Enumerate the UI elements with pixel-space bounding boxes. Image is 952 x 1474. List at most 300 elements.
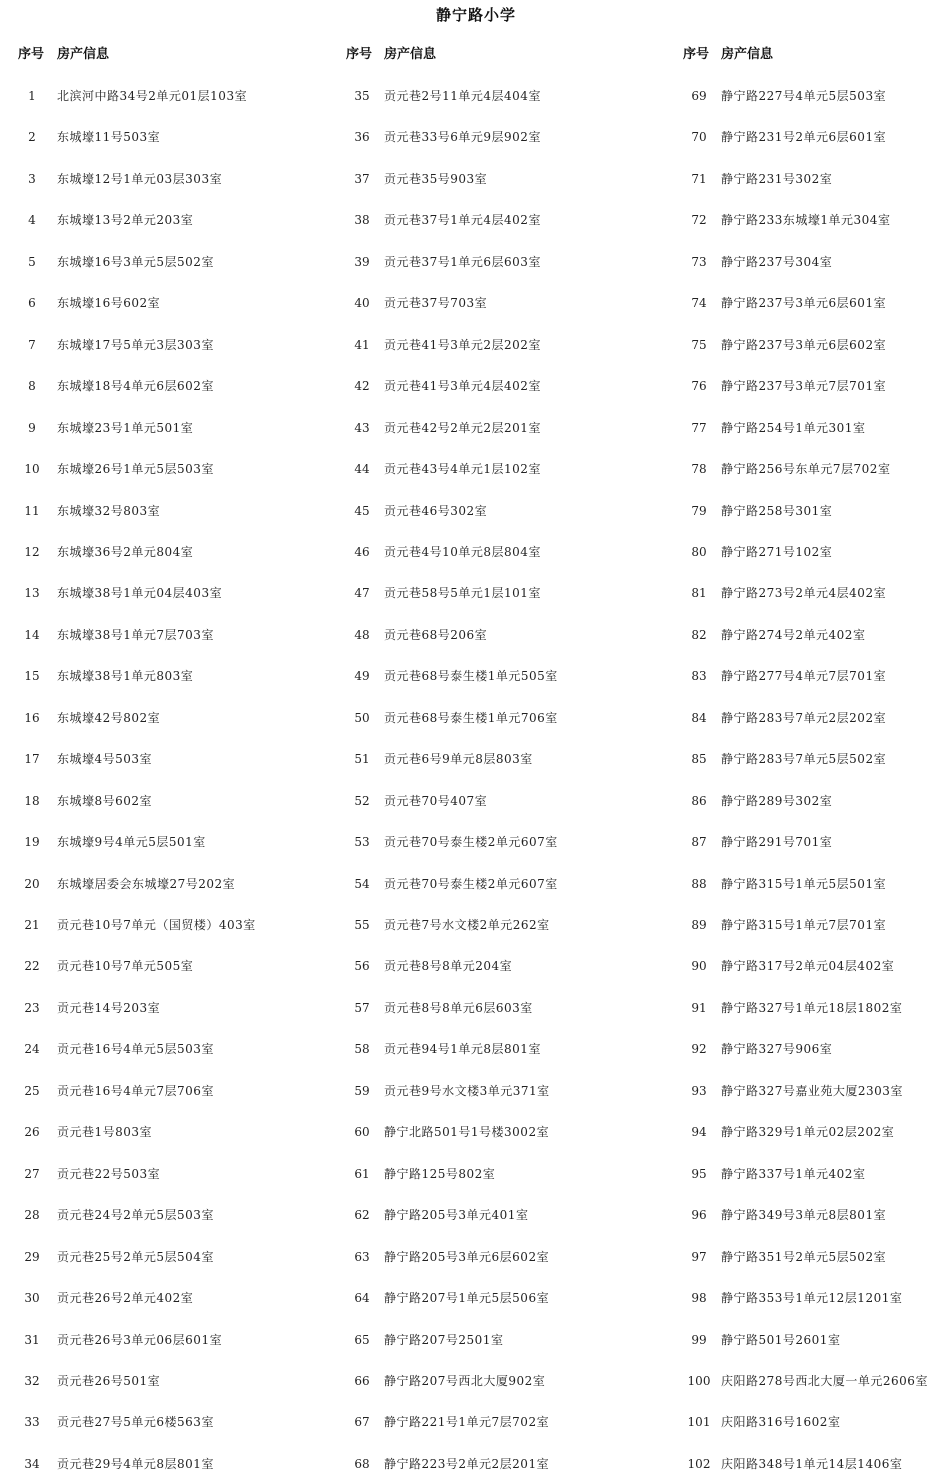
table-row bbox=[0, 832, 300, 852]
row-property-info: 贡元巷14号203室 bbox=[57, 1000, 161, 1015]
row-property-info: 东城壕18号4单元6层602室 bbox=[57, 379, 214, 394]
table-row bbox=[667, 749, 952, 769]
table-header bbox=[330, 40, 630, 70]
table-row bbox=[0, 1247, 300, 1267]
table-row bbox=[667, 542, 952, 562]
table-row bbox=[0, 335, 300, 355]
table-row bbox=[667, 335, 952, 355]
row-number: 18 bbox=[24, 793, 40, 808]
table-row bbox=[330, 583, 630, 603]
table-row bbox=[330, 1247, 630, 1267]
row-number: 88 bbox=[691, 876, 707, 891]
table-row bbox=[330, 169, 630, 189]
row-number: 61 bbox=[354, 1166, 370, 1181]
table-row bbox=[0, 169, 300, 189]
table-row bbox=[667, 1122, 952, 1142]
row-property-info: 贡元巷41号3单元2层202室 bbox=[384, 337, 541, 352]
table-row bbox=[330, 1412, 630, 1432]
table-row bbox=[0, 86, 300, 106]
row-property-info: 贡元巷29号4单元8层801室 bbox=[57, 1456, 214, 1471]
table-row bbox=[330, 1454, 630, 1474]
row-property-info: 静宁路273号2单元4层402室 bbox=[721, 586, 887, 601]
column-1 bbox=[0, 40, 300, 1471]
row-property-info: 静宁路207号1单元5层506室 bbox=[384, 1291, 550, 1306]
row-property-info: 贡元巷8号8单元204室 bbox=[384, 959, 513, 974]
row-number: 75 bbox=[691, 337, 707, 352]
row-property-info: 贡元巷37号703室 bbox=[384, 296, 488, 311]
row-property-info: 静宁路258号301室 bbox=[721, 503, 833, 518]
table-row bbox=[667, 376, 952, 396]
row-property-info: 贡元巷27号5单元6楼563室 bbox=[57, 1415, 214, 1430]
table-row bbox=[0, 791, 300, 811]
row-number: 85 bbox=[691, 752, 707, 767]
row-number: 94 bbox=[691, 1125, 707, 1140]
row-number: 48 bbox=[354, 627, 370, 642]
table-row bbox=[0, 666, 300, 686]
table-row bbox=[0, 1454, 300, 1474]
table-row bbox=[0, 376, 300, 396]
row-property-info: 东城壕居委会东城壕27号202室 bbox=[57, 876, 236, 891]
row-property-info: 静宁路353号1单元12层1201室 bbox=[721, 1291, 903, 1306]
table-row bbox=[667, 956, 952, 976]
row-number: 67 bbox=[354, 1415, 370, 1430]
table-row bbox=[0, 915, 300, 935]
row-property-info: 贡元巷33号6单元9层902室 bbox=[384, 130, 541, 145]
table-row bbox=[667, 1454, 952, 1474]
row-property-info: 静宁路337号1单元402室 bbox=[721, 1166, 866, 1181]
row-property-info: 贡元巷37号1单元6层603室 bbox=[384, 254, 541, 269]
row-number: 14 bbox=[24, 627, 40, 642]
row-number: 1 bbox=[28, 89, 36, 103]
row-property-info: 静宁路289号302室 bbox=[721, 793, 833, 808]
table-row bbox=[667, 915, 952, 935]
row-property-info: 静宁路315号1单元5层501室 bbox=[721, 876, 887, 891]
row-number: 54 bbox=[354, 876, 370, 891]
table-row bbox=[0, 127, 300, 147]
row-property-info: 贡元巷70号泰生楼2单元607室 bbox=[384, 835, 558, 850]
row-property-info: 贡元巷10号7单元505室 bbox=[57, 959, 194, 974]
row-number: 98 bbox=[691, 1291, 707, 1306]
row-number: 5 bbox=[28, 254, 36, 269]
row-number: 30 bbox=[24, 1291, 40, 1306]
table-row bbox=[667, 459, 952, 479]
row-number: 69 bbox=[691, 89, 707, 103]
table-row bbox=[667, 998, 952, 1018]
row-property-info: 静宁路291号701室 bbox=[721, 835, 833, 850]
table-row bbox=[330, 998, 630, 1018]
row-property-info: 贡元巷22号503室 bbox=[57, 1166, 161, 1181]
row-number: 93 bbox=[691, 1083, 707, 1098]
table-row bbox=[667, 1247, 952, 1267]
row-property-info: 静宁路256号东单元7层702室 bbox=[721, 462, 891, 477]
row-property-info: 静宁路221号1单元7层702室 bbox=[384, 1415, 550, 1430]
table-row bbox=[667, 418, 952, 438]
row-property-info: 东城壕38号1单元803室 bbox=[57, 669, 194, 684]
header-info: 房产信息 bbox=[57, 47, 110, 62]
row-property-info: 贡元巷1号803室 bbox=[57, 1125, 153, 1140]
header-number: 序号 bbox=[683, 47, 710, 62]
table-row bbox=[330, 956, 630, 976]
row-number: 27 bbox=[24, 1166, 40, 1181]
table-row bbox=[330, 708, 630, 728]
row-number: 44 bbox=[354, 462, 370, 477]
table-row bbox=[0, 293, 300, 313]
table-row bbox=[667, 293, 952, 313]
row-property-info: 东城壕23号1单元501室 bbox=[57, 420, 194, 435]
row-number: 6 bbox=[28, 296, 36, 311]
table-row bbox=[0, 1412, 300, 1432]
row-number: 34 bbox=[24, 1456, 40, 1471]
row-number: 13 bbox=[24, 586, 40, 601]
row-number: 16 bbox=[24, 710, 40, 725]
table-row bbox=[330, 915, 630, 935]
row-number: 46 bbox=[354, 544, 370, 559]
row-number: 65 bbox=[354, 1332, 370, 1347]
row-property-info: 静宁路277号4单元7层701室 bbox=[721, 669, 887, 684]
row-number: 29 bbox=[24, 1249, 40, 1264]
row-number: 79 bbox=[691, 503, 707, 518]
table-row bbox=[0, 956, 300, 976]
row-property-info: 贡元巷10号7单元（国贸楼）403室 bbox=[57, 918, 256, 932]
row-number: 45 bbox=[354, 503, 370, 518]
table-row bbox=[330, 335, 630, 355]
row-property-info: 静宁路254号1单元301室 bbox=[721, 420, 866, 435]
row-number: 40 bbox=[354, 296, 370, 311]
row-number: 70 bbox=[691, 130, 707, 145]
row-number: 82 bbox=[691, 627, 707, 642]
row-property-info: 东城壕36号2单元804室 bbox=[57, 544, 194, 559]
row-property-info: 东城壕42号802室 bbox=[57, 710, 161, 725]
row-number: 37 bbox=[354, 171, 370, 186]
row-property-info: 东城壕12号1单元03层303室 bbox=[57, 171, 223, 186]
table-header bbox=[667, 40, 952, 70]
row-number: 72 bbox=[691, 213, 707, 228]
table-row bbox=[0, 1371, 300, 1391]
table-row bbox=[667, 791, 952, 811]
header-info: 房产信息 bbox=[384, 47, 437, 62]
row-number: 76 bbox=[691, 379, 707, 394]
row-property-info: 贡元巷35号903室 bbox=[384, 171, 488, 186]
row-number: 36 bbox=[354, 130, 370, 145]
table-row bbox=[667, 1039, 952, 1059]
table-row bbox=[0, 1205, 300, 1225]
row-property-info: 静宁路205号3单元401室 bbox=[384, 1208, 529, 1223]
table-row bbox=[667, 86, 952, 106]
row-property-info: 贡元巷68号泰生楼1单元706室 bbox=[384, 710, 558, 725]
row-number: 100 bbox=[687, 1373, 711, 1388]
row-property-info: 静宁路501号2601室 bbox=[721, 1332, 841, 1347]
row-property-info: 静宁路329号1单元02层202室 bbox=[721, 1125, 895, 1140]
table-row bbox=[0, 418, 300, 438]
table-row bbox=[667, 583, 952, 603]
row-property-info: 东城壕17号5单元3层303室 bbox=[57, 337, 214, 352]
row-property-info: 静宁路231号2单元6层601室 bbox=[721, 130, 887, 145]
table-row bbox=[330, 832, 630, 852]
row-number: 89 bbox=[691, 918, 707, 932]
row-number: 12 bbox=[24, 544, 40, 559]
row-property-info: 静宁路237号3单元6层601室 bbox=[721, 296, 887, 311]
row-number: 55 bbox=[354, 918, 370, 932]
table-row bbox=[667, 127, 952, 147]
row-number: 15 bbox=[24, 669, 40, 684]
row-number: 24 bbox=[24, 1042, 40, 1057]
row-property-info: 贡元巷68号泰生楼1单元505室 bbox=[384, 669, 558, 684]
table-row bbox=[667, 625, 952, 645]
row-property-info: 贡元巷43号4单元1层102室 bbox=[384, 462, 541, 477]
row-property-info: 静宁路233东城壕1单元304室 bbox=[721, 213, 891, 228]
table-row bbox=[330, 749, 630, 769]
table-row bbox=[330, 1164, 630, 1184]
row-property-info: 静宁路237号3单元7层701室 bbox=[721, 379, 887, 394]
row-number: 77 bbox=[691, 420, 707, 435]
row-number: 41 bbox=[354, 337, 370, 352]
row-property-info: 东城壕16号3单元5层502室 bbox=[57, 254, 214, 269]
row-property-info: 贡元巷37号1单元4层402室 bbox=[384, 213, 541, 228]
row-number: 20 bbox=[24, 876, 40, 891]
row-property-info: 静宁路223号2单元2层201室 bbox=[384, 1456, 550, 1471]
row-property-info: 静宁路237号304室 bbox=[721, 254, 833, 269]
row-number: 74 bbox=[691, 296, 707, 311]
table-row bbox=[667, 1412, 952, 1432]
row-number: 97 bbox=[691, 1249, 707, 1264]
row-number: 39 bbox=[354, 254, 370, 269]
row-number: 87 bbox=[691, 835, 707, 850]
table-row bbox=[0, 1122, 300, 1142]
row-property-info: 贡元巷68号206室 bbox=[384, 627, 488, 642]
table-row bbox=[667, 1205, 952, 1225]
table-row bbox=[0, 1164, 300, 1184]
table-row bbox=[0, 1039, 300, 1059]
table-row bbox=[0, 998, 300, 1018]
row-property-info: 静宁路237号3单元6层602室 bbox=[721, 337, 887, 352]
row-property-info: 静宁路274号2单元402室 bbox=[721, 627, 866, 642]
row-property-info: 静宁北路501号1号楼3002室 bbox=[384, 1125, 550, 1140]
row-property-info: 贡元巷16号4单元7层706室 bbox=[57, 1083, 214, 1098]
table-row bbox=[0, 749, 300, 769]
row-number: 59 bbox=[354, 1083, 370, 1098]
row-property-info: 静宁路349号3单元8层801室 bbox=[721, 1208, 887, 1223]
row-number: 68 bbox=[354, 1456, 370, 1471]
row-number: 52 bbox=[354, 793, 370, 808]
row-number: 51 bbox=[354, 752, 370, 767]
table-row bbox=[667, 1371, 952, 1391]
row-number: 4 bbox=[28, 213, 36, 228]
row-property-info: 贡元巷94号1单元8层801室 bbox=[384, 1042, 541, 1057]
row-property-info: 东城壕4号503室 bbox=[57, 752, 153, 767]
row-number: 53 bbox=[354, 835, 370, 850]
row-property-info: 东城壕13号2单元203室 bbox=[57, 213, 194, 228]
row-property-info: 贡元巷24号2单元5层503室 bbox=[57, 1208, 214, 1223]
table-row bbox=[0, 583, 300, 603]
header-number: 序号 bbox=[346, 47, 373, 62]
row-property-info: 贡元巷4号10单元8层804室 bbox=[384, 544, 541, 559]
row-property-info: 静宁路207号2501室 bbox=[384, 1332, 504, 1347]
table-row bbox=[667, 666, 952, 686]
row-number: 35 bbox=[354, 89, 370, 103]
row-property-info: 东城壕26号1单元5层503室 bbox=[57, 462, 214, 477]
row-number: 78 bbox=[691, 462, 707, 477]
table-row bbox=[0, 459, 300, 479]
table-row bbox=[330, 210, 630, 230]
row-property-info: 静宁路327号嘉业苑大厦2303室 bbox=[721, 1083, 903, 1098]
row-number: 8 bbox=[28, 379, 36, 394]
table-row bbox=[667, 501, 952, 521]
table-row bbox=[667, 832, 952, 852]
row-property-info: 贡元巷26号501室 bbox=[57, 1373, 161, 1388]
column-2 bbox=[330, 40, 630, 1471]
row-property-info: 东城壕16号602室 bbox=[57, 296, 161, 311]
table-row bbox=[0, 1081, 300, 1101]
row-number: 66 bbox=[354, 1373, 370, 1388]
row-number: 32 bbox=[24, 1373, 40, 1388]
row-property-info: 贡元巷46号302室 bbox=[384, 503, 488, 518]
table-row bbox=[667, 874, 952, 894]
row-number: 43 bbox=[354, 420, 370, 435]
row-number: 95 bbox=[691, 1166, 707, 1181]
row-number: 86 bbox=[691, 793, 707, 808]
row-number: 56 bbox=[354, 959, 370, 974]
row-number: 102 bbox=[687, 1456, 711, 1471]
row-property-info: 贡元巷42号2单元2层201室 bbox=[384, 420, 541, 435]
row-property-info: 静宁路283号7单元5层502室 bbox=[721, 752, 887, 767]
row-property-info: 静宁路125号802室 bbox=[384, 1166, 496, 1181]
row-property-info: 贡元巷25号2单元5层504室 bbox=[57, 1249, 214, 1264]
row-property-info: 静宁路351号2单元5层502室 bbox=[721, 1249, 887, 1264]
row-property-info: 静宁路317号2单元04层402室 bbox=[721, 959, 895, 974]
row-number: 21 bbox=[24, 918, 40, 932]
row-number: 62 bbox=[354, 1208, 370, 1223]
table-row bbox=[667, 1164, 952, 1184]
row-property-info: 静宁路231号302室 bbox=[721, 171, 833, 186]
page-title: 静宁路小学 bbox=[435, 6, 516, 24]
row-number: 80 bbox=[691, 544, 707, 559]
row-number: 23 bbox=[24, 1000, 40, 1015]
row-property-info: 贡元巷7号水文楼2单元262室 bbox=[384, 918, 550, 932]
row-property-info: 贡元巷70号泰生楼2单元607室 bbox=[384, 876, 558, 891]
row-property-info: 贡元巷70号407室 bbox=[384, 793, 488, 808]
row-property-info: 庆阳路348号1单元14层1406室 bbox=[721, 1456, 903, 1471]
table-row bbox=[330, 1122, 630, 1142]
table-row bbox=[330, 874, 630, 894]
row-property-info: 贡元巷2号11单元4层404室 bbox=[384, 89, 541, 103]
table-row bbox=[330, 625, 630, 645]
row-number: 10 bbox=[24, 462, 40, 477]
row-number: 3 bbox=[28, 171, 36, 186]
table-row bbox=[330, 1205, 630, 1225]
row-number: 31 bbox=[24, 1332, 40, 1347]
row-property-info: 东城壕8号602室 bbox=[57, 793, 153, 808]
header-number: 序号 bbox=[18, 47, 45, 62]
row-number: 25 bbox=[24, 1083, 40, 1098]
row-number: 60 bbox=[354, 1125, 370, 1140]
table-row bbox=[0, 708, 300, 728]
row-property-info: 贡元巷8号8单元6层603室 bbox=[384, 1000, 533, 1015]
table-row bbox=[330, 1371, 630, 1391]
row-number: 83 bbox=[691, 669, 707, 684]
row-number: 73 bbox=[691, 254, 707, 269]
table-row bbox=[0, 1330, 300, 1350]
row-number: 92 bbox=[691, 1042, 707, 1057]
row-property-info: 贡元巷9号水文楼3单元371室 bbox=[384, 1083, 550, 1098]
table-row bbox=[330, 791, 630, 811]
row-property-info: 东城壕38号1单元7层703室 bbox=[57, 627, 214, 642]
table-row bbox=[667, 210, 952, 230]
row-property-info: 北滨河中路34号2单元01层103室 bbox=[57, 89, 248, 103]
row-number: 38 bbox=[354, 213, 370, 228]
table-row bbox=[330, 252, 630, 272]
row-number: 26 bbox=[24, 1125, 40, 1140]
table-row bbox=[330, 1039, 630, 1059]
table-row bbox=[667, 708, 952, 728]
row-number: 58 bbox=[354, 1042, 370, 1057]
table-row bbox=[667, 252, 952, 272]
row-number: 57 bbox=[354, 1000, 370, 1015]
table-row bbox=[667, 169, 952, 189]
row-property-info: 庆阳路316号1602室 bbox=[721, 1415, 841, 1430]
row-property-info: 东城壕32号803室 bbox=[57, 503, 161, 518]
row-property-info: 贡元巷6号9单元8层803室 bbox=[384, 752, 533, 767]
table-row bbox=[0, 625, 300, 645]
row-number: 49 bbox=[354, 669, 370, 684]
table-row bbox=[0, 1288, 300, 1308]
table-row bbox=[667, 1330, 952, 1350]
row-number: 71 bbox=[691, 171, 707, 186]
row-number: 63 bbox=[354, 1249, 370, 1264]
table-row bbox=[330, 418, 630, 438]
table-row bbox=[330, 86, 630, 106]
row-property-info: 静宁路271号102室 bbox=[721, 544, 833, 559]
table-row bbox=[330, 459, 630, 479]
row-property-info: 静宁路283号7单元2层202室 bbox=[721, 710, 887, 725]
table-row bbox=[330, 1330, 630, 1350]
table-row bbox=[667, 1288, 952, 1308]
row-number: 22 bbox=[24, 959, 40, 974]
row-property-info: 贡元巷58号5单元1层101室 bbox=[384, 586, 541, 601]
row-number: 19 bbox=[24, 835, 40, 850]
row-number: 33 bbox=[24, 1415, 40, 1430]
row-property-info: 东城壕9号4单元5层501室 bbox=[57, 835, 206, 850]
table-row bbox=[0, 252, 300, 272]
row-number: 90 bbox=[691, 959, 707, 974]
row-property-info: 贡元巷41号3单元4层402室 bbox=[384, 379, 541, 394]
header-info: 房产信息 bbox=[721, 47, 774, 62]
row-number: 2 bbox=[28, 130, 36, 145]
row-number: 42 bbox=[354, 379, 370, 394]
row-number: 47 bbox=[354, 586, 370, 601]
row-property-info: 静宁路327号906室 bbox=[721, 1042, 833, 1057]
row-property-info: 静宁路315号1单元7层701室 bbox=[721, 918, 887, 932]
table-row bbox=[0, 501, 300, 521]
row-number: 91 bbox=[691, 1000, 707, 1015]
row-number: 7 bbox=[28, 337, 36, 352]
column-3 bbox=[667, 40, 952, 1471]
table-row bbox=[667, 1081, 952, 1101]
row-number: 50 bbox=[354, 710, 370, 725]
row-number: 11 bbox=[24, 503, 40, 518]
table-row bbox=[330, 1288, 630, 1308]
row-number: 101 bbox=[687, 1415, 711, 1430]
row-property-info: 静宁路227号4单元5层503室 bbox=[721, 89, 887, 103]
row-number: 9 bbox=[28, 420, 36, 435]
table-row bbox=[330, 501, 630, 521]
table-row bbox=[330, 542, 630, 562]
row-number: 96 bbox=[691, 1208, 707, 1223]
row-number: 81 bbox=[691, 586, 707, 601]
row-property-info: 静宁路205号3单元6层602室 bbox=[384, 1249, 550, 1264]
table-header bbox=[0, 40, 300, 70]
row-property-info: 东城壕38号1单元04层403室 bbox=[57, 586, 223, 601]
row-property-info: 东城壕11号503室 bbox=[57, 130, 161, 145]
